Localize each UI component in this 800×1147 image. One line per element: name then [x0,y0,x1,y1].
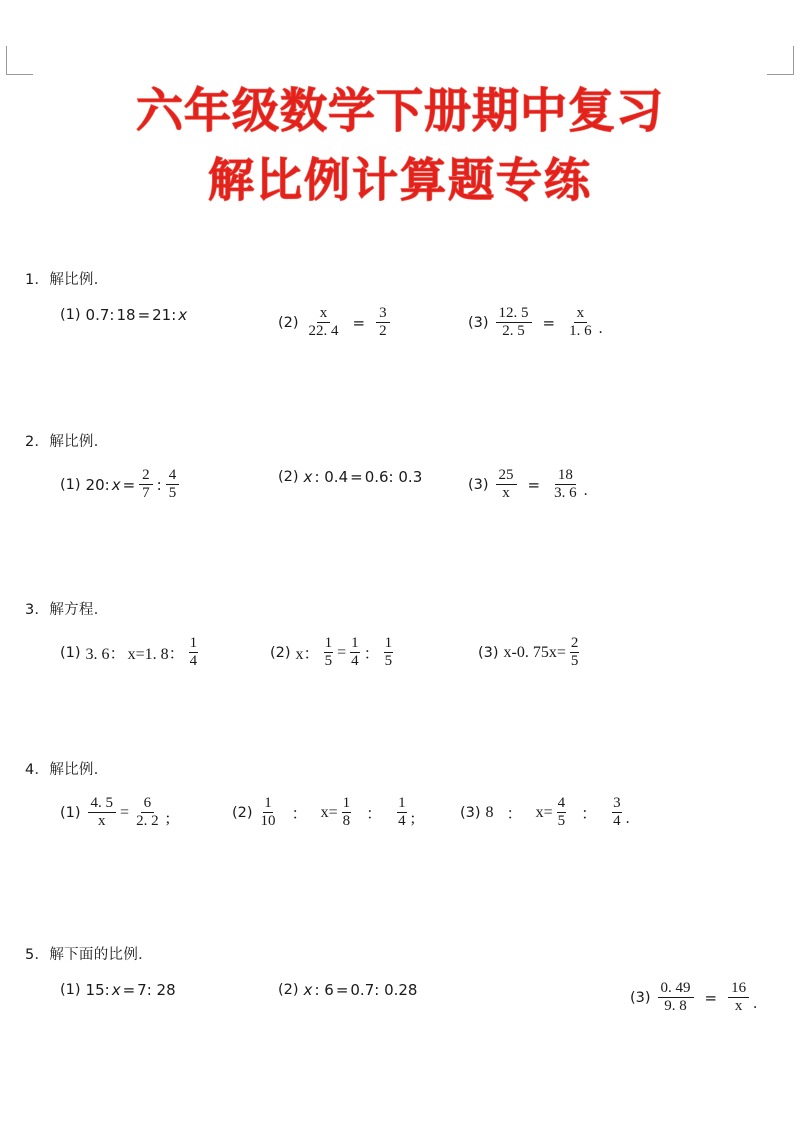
item-label: (3) [468,314,489,331]
expression [85,796,170,830]
fraction-numerator: 1 [189,636,199,653]
expr-token: = [352,313,366,332]
item-label: (3) [460,804,481,821]
fraction [189,636,199,670]
fraction-denominator: 5 [557,813,566,830]
expr-token: 0.7: 0.28 [350,981,418,999]
fraction-denominator: 8 [342,813,351,830]
fraction [376,306,390,340]
question-2-item-2 [278,468,423,486]
fraction [350,636,360,670]
expression [295,636,397,670]
expr-token: 3. 6： [85,646,126,664]
expr-token: 20: [85,475,110,494]
expr-token: = [122,475,136,494]
question-3-items [0,636,800,688]
expr-token: : 6 [314,981,334,999]
fraction-denominator: 5 [384,653,393,670]
question-4-item-2 [232,796,415,830]
fraction-numerator: 6 [141,796,155,813]
fraction [306,306,342,340]
question-5-heading: 5．解下面的比例． [25,947,153,963]
expression [655,981,758,1015]
fraction-denominator: 7 [142,485,150,502]
expr-token: = [350,468,363,486]
expression [85,306,189,324]
fraction-denominator: 5 [570,653,579,670]
fraction-numerator: 3 [612,796,622,813]
fraction-numerator: 4 [557,796,567,813]
fraction-numerator: x [317,306,331,323]
fraction [566,306,595,340]
fraction [384,636,394,670]
fraction-numerator: 1 [324,636,334,653]
question-1-heading: 1．解比例． [25,272,109,288]
item-label: (1) [60,307,81,323]
fraction [133,796,162,830]
expression [493,306,603,340]
question-4-item-1 [60,796,170,830]
question-5-item-1 [60,981,177,999]
question-1-item-1 [60,306,188,324]
question-3-item-2 [270,636,396,670]
question-4-items [0,796,800,848]
expr-token: x=1. 8： [127,646,185,664]
item-label: (3) [630,989,651,1006]
expr-terminator: . [753,994,758,1012]
fraction-denominator: 3. 6 [554,485,577,502]
question-1-items [0,306,800,358]
item-label: (1) [60,804,81,821]
fraction-numerator: 2 [139,468,153,485]
expr-token: ： [291,806,308,824]
expr-token: x-0. 75x= [503,643,566,661]
question-4-item-3 [460,796,630,830]
fraction-denominator: 5 [324,653,333,670]
question-2-heading: 2．解比例． [25,434,109,450]
fraction-denominator: x [98,813,106,830]
fraction-denominator: 4 [398,813,406,830]
item-label: (2) [270,644,291,661]
question-5-items [0,981,800,1033]
expr-token: 0.6: 0.3 [364,468,423,486]
expr-token: = [704,988,718,1007]
title-line-2: 解比例计算题专练 [208,153,592,207]
expr-token: ： [581,806,598,824]
question-3-item-3 [478,636,582,670]
fraction-denominator: 10 [260,813,276,830]
expr-token: = [335,981,349,999]
expr-token: 21: [152,306,177,324]
question-2-item-1 [60,468,182,502]
question-3-heading: 3．解方程． [25,602,109,618]
fraction-denominator: 4 [351,653,359,670]
fraction [570,636,580,670]
expr-token: = [337,643,347,661]
expr-terminator: . [625,809,630,827]
expr-terminator: ; [410,809,416,827]
expr-variable: x [303,981,313,999]
fraction-numerator: 1 [342,796,352,813]
fraction-numerator: 2 [570,636,580,653]
item-label: (2) [232,804,253,821]
expr-token: = [527,475,541,494]
fraction-numerator: 0. 49 [658,981,694,998]
fraction [551,468,580,502]
fraction-numerator: 1 [350,636,360,653]
expression [493,468,588,502]
fraction-denominator: 22. 4 [308,323,339,340]
fraction [260,796,277,830]
question-5-item-2 [278,981,418,999]
expression [503,636,583,670]
expr-variable: x [303,468,313,486]
expr-token: : 0.4 [314,468,349,486]
item-label: (1) [60,644,81,661]
expression [303,306,393,340]
expr-token: ： [366,806,383,824]
expr-token: 15: [85,981,110,999]
question-5-item-3 [630,981,757,1015]
expression [303,981,419,999]
fraction [728,981,749,1015]
fraction [496,468,517,502]
expr-token: 7: 28 [137,981,176,999]
item-label: (3) [478,644,499,661]
expr-token: = [122,981,136,999]
fraction [342,796,352,830]
expression [257,796,416,830]
fraction-numerator: 4. 5 [88,796,117,813]
fraction-numerator: 12. 5 [496,306,532,323]
fraction-denominator: 2 [379,323,387,340]
expr-token: = [542,313,556,332]
question-2-item-3 [468,468,588,502]
fraction-denominator: 4 [189,653,198,670]
fraction [658,981,694,1015]
expr-token: 8 [485,803,494,821]
expr-terminator: . [583,481,588,499]
fraction [397,796,407,830]
expression [303,468,424,486]
fraction-denominator: 4 [613,813,621,830]
fraction-numerator: 18 [555,468,576,485]
fraction-denominator: 2. 5 [502,323,525,340]
fraction-numerator: 16 [728,981,749,998]
expr-variable: x： [295,646,320,664]
crop-mark-top-right [767,46,794,75]
expr-token: 0.7: [85,306,115,324]
fraction-numerator: x [574,306,588,323]
item-label: (3) [468,476,489,493]
question-1-item-2 [278,306,393,340]
expr-token: ： [363,646,380,664]
item-label: (1) [60,476,81,493]
expr-variable: x= [535,803,553,821]
crop-mark-top-left [6,46,33,75]
expr-token: 18 [116,306,136,324]
expr-variable: x [111,981,121,999]
fraction-numerator: 1 [384,636,394,653]
expr-terminator: . [598,319,603,337]
expr-variable: x [111,475,121,494]
fraction-denominator: 9. 8 [664,998,687,1015]
expr-token: : [156,475,162,494]
title-line-1: 六年级数学下册期中复习 [136,84,664,139]
fraction-numerator: 25 [496,468,517,485]
fraction [612,796,622,830]
fraction-denominator: x [502,485,510,502]
expr-terminator: ; [165,809,171,827]
expr-variable: x [178,306,188,324]
item-label: (1) [60,982,81,998]
expr-token: = [120,803,130,821]
item-label: (2) [278,982,299,998]
fraction [557,796,567,830]
fraction [166,468,180,502]
fraction-denominator: 5 [168,485,177,502]
expr-variable: x= [320,803,338,821]
fraction-numerator: 1 [263,796,273,813]
expression [85,636,202,670]
question-3-item-1 [60,636,201,670]
fraction-numerator: 3 [376,306,390,323]
fraction-numerator: 4 [166,468,180,485]
item-label: (2) [278,314,299,331]
fraction-denominator: x [734,998,743,1015]
item-label: (2) [278,469,299,485]
fraction-denominator: 1. 6 [569,323,592,340]
expr-token: ： [506,806,523,824]
question-1-item-3 [468,306,603,340]
question-4-heading: 4．解比例． [25,762,109,778]
question-2-items [0,468,800,520]
expression [85,468,183,502]
fraction [324,636,334,670]
fraction-numerator: 1 [397,796,407,813]
fraction [139,468,153,502]
expression [485,796,630,830]
fraction-denominator: 2. 2 [136,813,159,830]
expr-token: = [137,306,151,324]
expression [85,981,177,999]
fraction [496,306,532,340]
fraction [88,796,117,830]
worksheet-title [0,78,800,214]
